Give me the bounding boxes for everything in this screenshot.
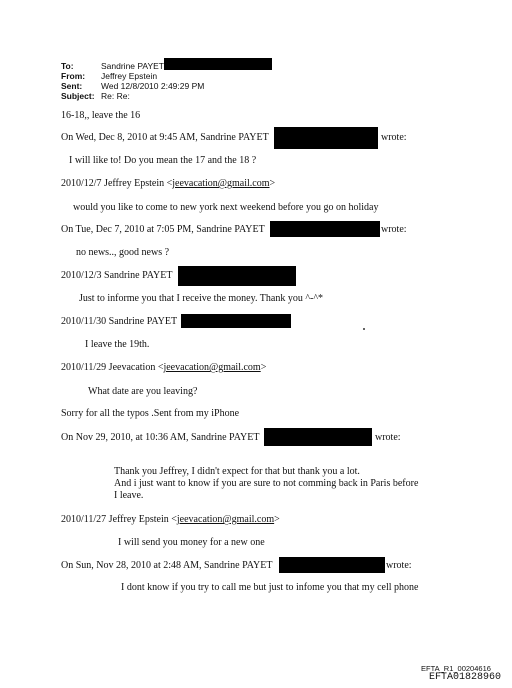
- redaction-box: [178, 266, 296, 286]
- body-line: I dont know if you try to call me but just to infome you that my cell phone: [121, 582, 419, 593]
- quote-header-wrote: wrote:: [381, 224, 407, 235]
- body-line: Just to informe you that I receive the money. Thank you ^-^*: [79, 293, 324, 304]
- quote-header-wrote: wrote:: [381, 132, 407, 143]
- quote-header: On Tue, Dec 7, 2010 at 7:05 PM, Sandrine PAYET: [61, 224, 265, 235]
- email-link[interactable]: jeevacation@gmail.com: [163, 362, 261, 373]
- body-line: no news.., good news ?: [76, 247, 170, 258]
- to-label: To:: [61, 61, 74, 71]
- sent-value: Wed 12/8/2010 2:49:29 PM: [101, 81, 205, 91]
- quote-header: 2010/12/3 Sandrine PAYET: [61, 270, 173, 281]
- redaction-box: [164, 58, 272, 70]
- subject-label: Subject:: [61, 91, 95, 101]
- body-line: I will send you money for a new one: [118, 537, 265, 548]
- from-value: Jeffrey Epstein: [101, 71, 158, 81]
- body-line: And i just want to know if you are sure to not comming back in Paris before: [114, 478, 419, 489]
- redaction-box: [264, 428, 372, 446]
- body-line: I leave.: [114, 490, 144, 501]
- quote-header: 2010/11/27 Jeffrey Epstein <jeevacation@gmail.com>: [61, 514, 280, 525]
- body-line: Sorry for all the typos .Sent from my iPhone: [61, 408, 240, 419]
- sent-label: Sent:: [61, 81, 83, 91]
- from-label: From:: [61, 71, 86, 81]
- redaction-box: [181, 314, 291, 328]
- quote-header: 2010/11/30 Sandrine PAYET: [61, 316, 178, 327]
- stray-mark: [363, 328, 365, 330]
- email-link[interactable]: jeevacation@gmail.com: [172, 178, 270, 189]
- redaction-box: [279, 557, 385, 573]
- to-value: Sandrine PAYET: [101, 61, 164, 71]
- redaction-box: [270, 221, 380, 237]
- quote-header: 2010/12/7 Jeffrey Epstein <jeevacation@gmail.com>: [61, 178, 276, 189]
- quote-header: On Wed, Dec 8, 2010 at 9:45 AM, Sandrine PAYET: [61, 132, 269, 143]
- quote-header: On Sun, Nov 28, 2010 at 2:48 AM, Sandrine PAYET: [61, 560, 273, 571]
- body-line: What date are you leaving?: [88, 386, 198, 397]
- body-line: would you like to come to new york next weekend before you go on holiday: [73, 202, 379, 213]
- subject-value: Re: Re:: [101, 91, 130, 101]
- body-line: Thank you Jeffrey, I didn't expect for that but thank you a lot.: [114, 466, 360, 477]
- quote-header: 2010/11/29 Jeevacation <jeevacation@gmail.com>: [61, 362, 267, 373]
- quote-header: On Nov 29, 2010, at 10:36 AM, Sandrine PAYET: [61, 432, 260, 443]
- quote-header-wrote: wrote:: [375, 432, 401, 443]
- bates-number-secondary: EFTA01828960: [429, 672, 502, 683]
- redaction-box: [274, 127, 378, 149]
- body-line: I leave the 19th.: [85, 339, 150, 350]
- body-line: I will like to! Do you mean the 17 and the 18 ?: [69, 155, 257, 166]
- bates-number-primary: EFTA_R1_00204616: [421, 664, 491, 673]
- quote-header-wrote: wrote:: [386, 560, 412, 571]
- body-line: 16-18,, leave the 16: [61, 110, 141, 121]
- email-link[interactable]: jeevacation@gmail.com: [176, 514, 275, 525]
